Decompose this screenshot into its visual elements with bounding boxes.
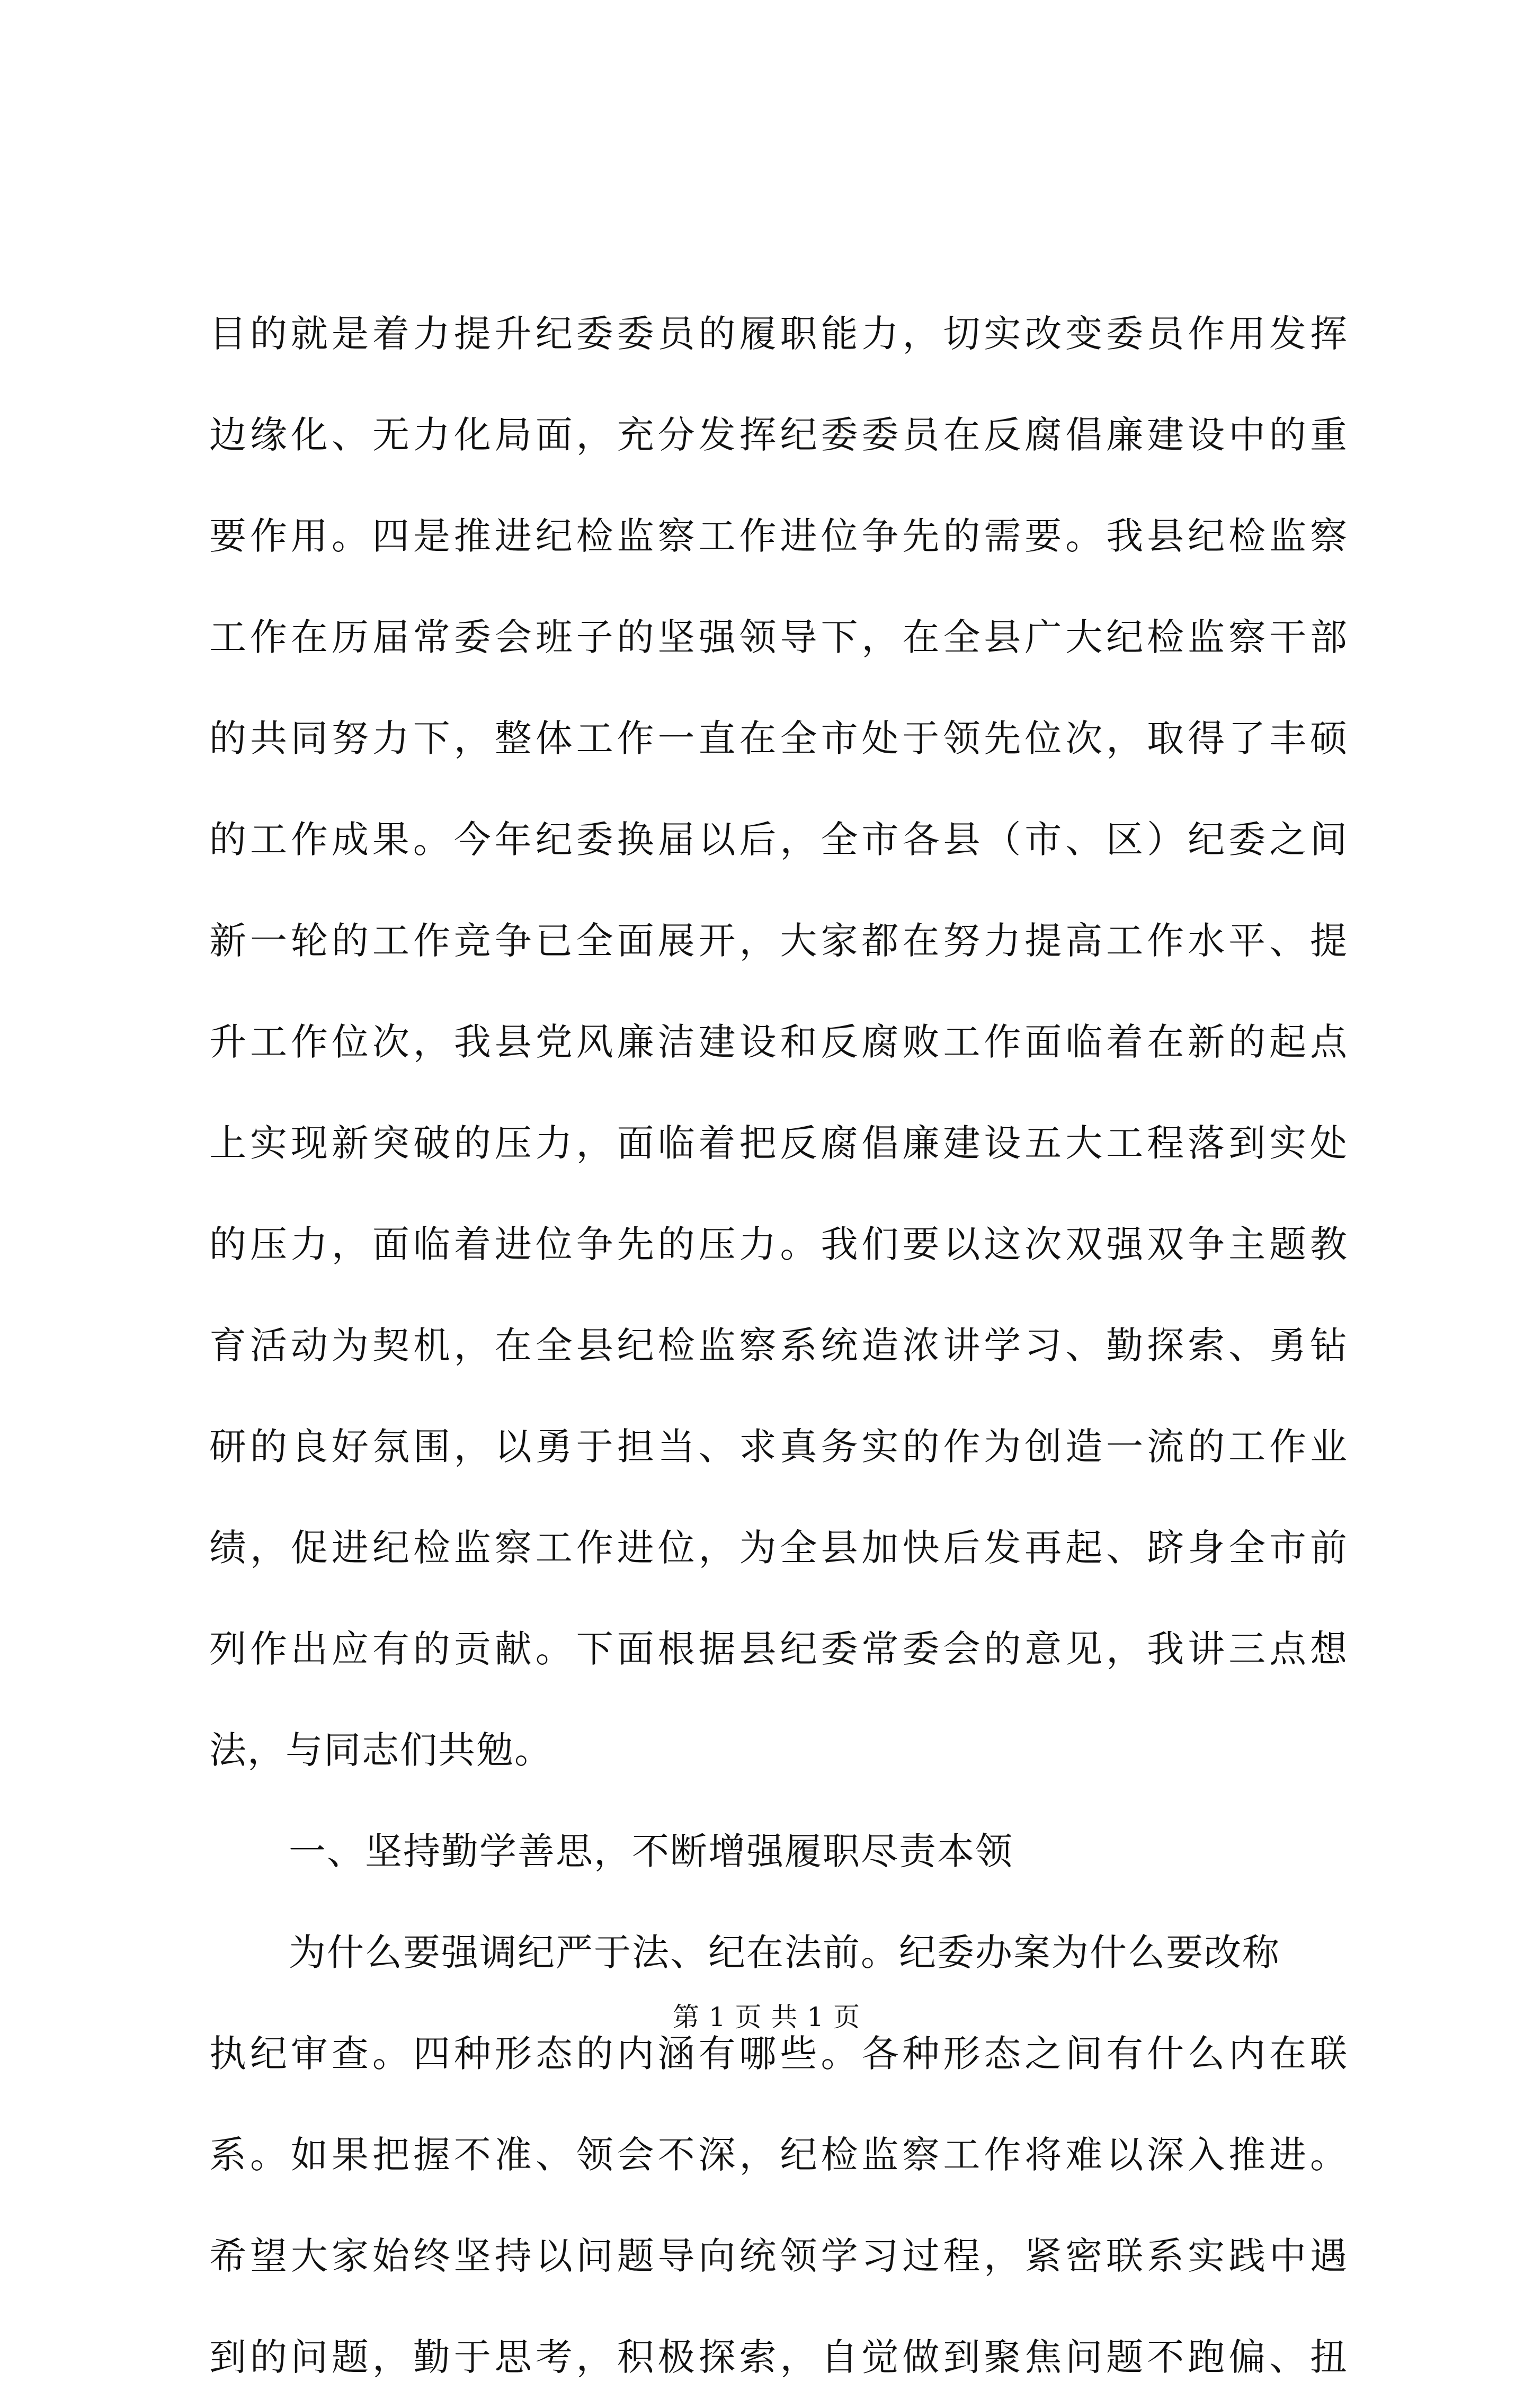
text-line: 列作出应有的贡献。下面根据县纪委常委会的意见，我讲三点想 [209, 1627, 1348, 1671]
text-line: 上实现新突破的压力，面临着把反腐倡廉建设五大工程落到实处 [209, 1121, 1348, 1165]
body-text [209, 283, 1348, 2408]
text-line: 的压力，面临着进位争先的压力。我们要以这次双强双争主题教 [209, 1223, 1348, 1266]
text-line: 的共同努力下，整体工作一直在全市处于领先位次，取得了丰硕 [209, 717, 1348, 760]
text-line: 新一轮的工作竞争已全面展开，大家都在努力提高工作水平、提 [209, 919, 1348, 962]
text-line: 执纪审查。四种形态的内涵有哪些。各种形态之间有什么内在联 [209, 2032, 1348, 2075]
text-line: 工作在历届常委会班子的坚强领导下，在全县广大纪检监察干部 [209, 616, 1348, 659]
page-number-footer: 第 1 页 共 1 页 [672, 2002, 861, 2032]
text-line: 研的良好氛围，以勇于担当、求真务实的作为创造一流的工作业 [209, 1425, 1348, 1468]
text-line: 育活动为契机，在全县纪检监察系统造浓讲学习、勤探索、勇钻 [209, 1324, 1348, 1367]
text-line: 的工作成果。今年纪委换届以后，全市各县（市、区）纪委之间 [209, 818, 1348, 861]
text-line: 系。如果把握不准、领会不深，纪检监察工作将难以深入推进。 [209, 2133, 1348, 2177]
text-line: 到的问题，勤于思考，积极探索，自觉做到聚焦问题不跑偏、扭 [209, 2335, 1348, 2379]
text-line: 绩，促进纪检监察工作进位，为全县加快后发再起、跻身全市前 [209, 1526, 1348, 1569]
text-line: 要作用。四是推进纪检监察工作进位争先的需要。我县纪检监察 [209, 514, 1348, 558]
text-line: 边缘化、无力化局面，充分发挥纪委委员在反腐倡廉建设中的重 [209, 413, 1348, 457]
section-heading: 一、坚持勤学善思，不断增强履职尽责本领 [289, 1830, 1013, 1873]
text-line: 希望大家始终坚持以问题导向统领学习过程，紧密联系实践中遇 [209, 2234, 1348, 2278]
text-line: 升工作位次，我县党风廉洁建设和反腐败工作面临着在新的起点 [209, 1020, 1348, 1064]
paragraph-first-line: 为什么要强调纪严于法、纪在法前。纪委办案为什么要改称 [289, 1931, 1280, 1974]
text-line: 法，与同志们共勉。 [209, 1728, 552, 1772]
text-line: 目的就是着力提升纪委委员的履职能力，切实改变委员作用发挥 [209, 312, 1348, 355]
